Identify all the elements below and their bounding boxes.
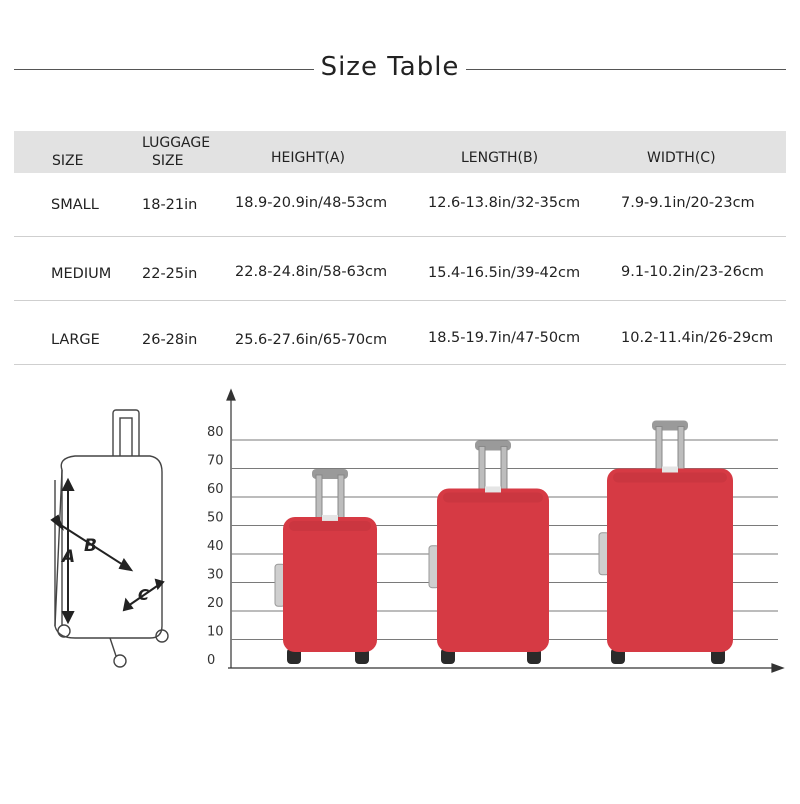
diagram-wheel-strut bbox=[110, 638, 116, 656]
bar-cover bbox=[283, 517, 377, 652]
bar-cover-shade bbox=[289, 521, 371, 531]
header-length: LENGTH(B) bbox=[461, 150, 539, 166]
bar-handle-slot bbox=[485, 486, 501, 492]
header-width: WIDTH(C) bbox=[647, 150, 716, 166]
luggage-diagram bbox=[55, 410, 168, 667]
y-tick-label: 50 bbox=[207, 510, 224, 526]
bar-cover bbox=[607, 469, 733, 653]
y-tick-label: 60 bbox=[207, 482, 224, 497]
bar-cover bbox=[437, 488, 549, 652]
y-tick-label: 20 bbox=[207, 596, 224, 611]
cell-length: 18.5-19.7in/47-50cm bbox=[428, 330, 581, 346]
y-axis-arrow bbox=[227, 390, 235, 400]
table-row bbox=[14, 301, 786, 365]
header-size: SIZE bbox=[52, 153, 84, 169]
bar-handle-slot bbox=[322, 515, 338, 521]
y-tick-label: 70 bbox=[207, 453, 224, 469]
table-row bbox=[14, 173, 786, 237]
luggage-bar-medium bbox=[429, 440, 549, 664]
title-rule-left bbox=[14, 69, 314, 70]
header-luggage-line2: SIZE bbox=[152, 153, 184, 169]
luggage-bars bbox=[275, 421, 733, 665]
bar-cover-shade bbox=[443, 492, 543, 502]
header-height: HEIGHT(A) bbox=[271, 150, 345, 166]
size-chart bbox=[0, 380, 800, 800]
table-header bbox=[14, 131, 786, 173]
bar-handle-rod bbox=[338, 475, 344, 521]
cell-size: LARGE bbox=[51, 332, 100, 348]
y-tick-label: 0 bbox=[207, 653, 216, 668]
cell-height: 22.8-24.8in/58-63cm bbox=[235, 264, 388, 280]
cell-size: SMALL bbox=[51, 197, 99, 213]
bar-handle-rod bbox=[316, 475, 322, 521]
cell-height: 25.6-27.6in/65-70cm bbox=[235, 332, 388, 348]
luggage-bar-small bbox=[275, 469, 377, 664]
y-tick-label: 30 bbox=[207, 567, 224, 583]
cell-size: MEDIUM bbox=[51, 266, 112, 282]
bar-handle-slot bbox=[662, 467, 678, 473]
title-bar bbox=[0, 48, 800, 88]
cell-length: 15.4-16.5in/39-42cm bbox=[428, 265, 581, 281]
label-a: A bbox=[62, 547, 76, 567]
x-axis-arrow bbox=[772, 664, 783, 672]
y-tick-label: 10 bbox=[207, 624, 224, 640]
bar-handle-rod bbox=[656, 427, 662, 473]
cell-width: 9.1-10.2in/23-26cm bbox=[621, 264, 764, 280]
cell-luggage: 22-25in bbox=[142, 266, 198, 282]
cell-width: 7.9-9.1in/20-23cm bbox=[621, 195, 755, 211]
size-table bbox=[14, 131, 786, 365]
chart-area bbox=[0, 380, 800, 800]
cell-width: 10.2-11.4in/26-29cm bbox=[621, 330, 774, 346]
luggage-bar-large bbox=[599, 421, 733, 665]
diagram-wheel bbox=[114, 655, 126, 667]
y-tick-label: 80 bbox=[207, 425, 224, 440]
cell-height: 18.9-20.9in/48-53cm bbox=[235, 195, 388, 211]
title-rule-right bbox=[466, 69, 786, 70]
cell-luggage: 26-28in bbox=[142, 332, 198, 348]
bar-cover-shade bbox=[613, 473, 727, 483]
y-tick-labels bbox=[207, 425, 224, 668]
cell-luggage: 18-21in bbox=[142, 197, 198, 213]
label-c: C bbox=[138, 586, 150, 604]
bar-handle-rod bbox=[501, 446, 507, 492]
page-title: Size Table bbox=[320, 52, 460, 82]
y-tick-label: 40 bbox=[207, 539, 224, 554]
label-b: B bbox=[84, 536, 97, 556]
bar-handle-rod bbox=[678, 427, 684, 473]
bar-handle-rod bbox=[479, 446, 485, 492]
table-row bbox=[14, 237, 786, 301]
cell-length: 12.6-13.8in/32-35cm bbox=[428, 195, 581, 211]
header-luggage-line1: LUGGAGE bbox=[142, 135, 211, 151]
